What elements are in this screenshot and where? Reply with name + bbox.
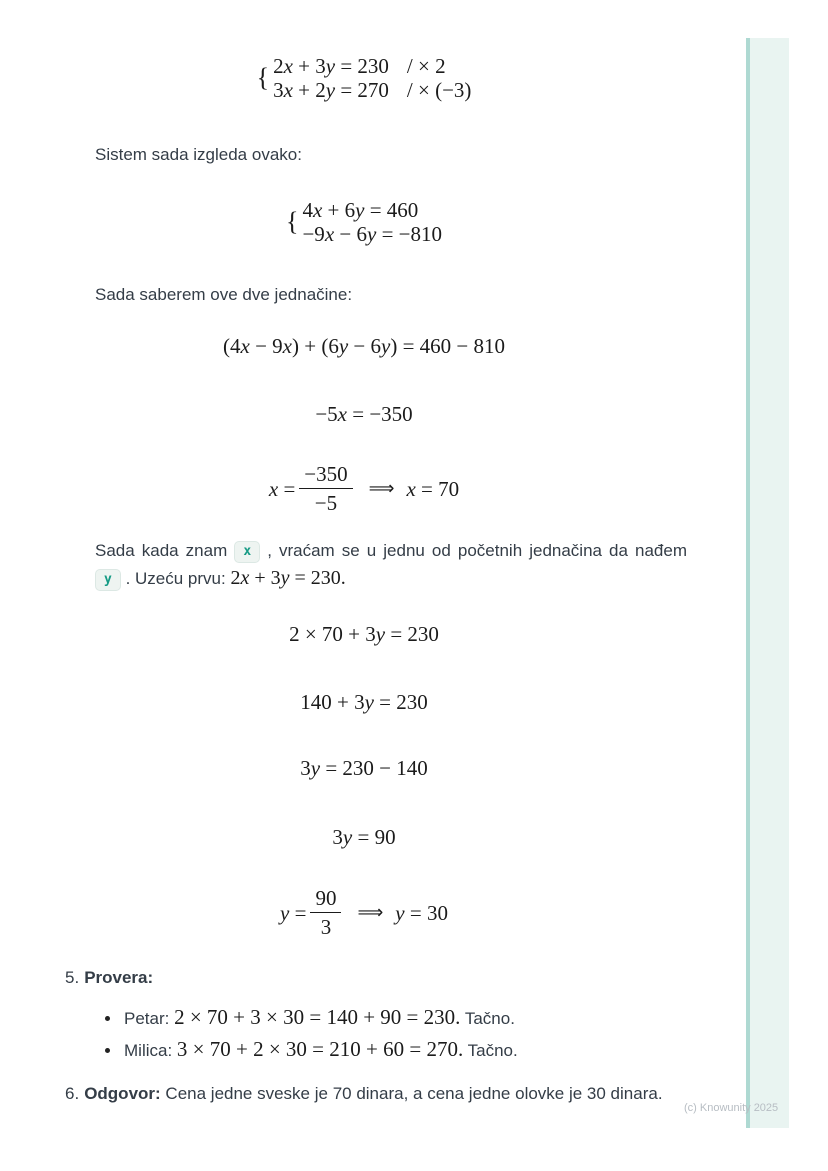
equation-140 [0,690,728,714]
fraction-numerator: −350 [299,462,352,489]
equation-line: (4x − 9x) + (6y − 6y) = 460 − 810 [222,334,506,358]
equation-line: 3y = 230 − 140 [300,756,428,780]
equation-system-original [0,54,728,102]
bullet-math: 3 × 70 + 2 × 30 = 210 + 60 = 270. [176,1037,464,1061]
equation-line: 4x + 6y = 460 [302,198,419,222]
bullet-icon [105,1048,110,1053]
bullet-prefix: Petar: [124,1009,170,1028]
equation-sum [0,334,728,358]
answer-text: Cena jedne sveske je 70 dinara, a cena jedne olovke je 30 dinara. [165,1084,663,1103]
list-item-provera [65,965,725,991]
paragraph-segment: . Uzeću prvu: [125,569,226,588]
equation-line: −5x = −350 [315,402,413,426]
inline-code-x: x [234,541,260,563]
equation-substituted [0,622,728,646]
paragraph-substitution [95,537,687,593]
list-item-odgovor [65,1081,725,1107]
bullet-suffix: Tačno. [464,1009,515,1028]
system-lines [273,54,471,102]
fraction-lhs: x = [268,476,296,501]
equation-line: 3y = 90 [332,825,396,849]
bullet-math: 2 × 70 + 3 × 30 = 140 + 90 = 230. [174,1005,461,1029]
paragraph-segment: Sada kada znam [95,541,228,560]
equation-3y-90 [0,825,728,849]
paragraph-system-intro: Sistem sada izgleda ovako: [95,145,302,164]
inline-code-y: y [95,569,121,591]
paragraph-addition-intro: Sada saberem ove dve jednačine: [95,285,353,304]
fraction-numerator: 90 [310,886,341,913]
paragraph-segment: , vraćam se u jednu od početnih jednačina da nađem [267,541,687,560]
equation-x-solution [0,462,728,515]
equation-minus5x [0,402,728,426]
fraction-denominator: 3 [320,915,332,939]
bullet-prefix: Milica: [124,1041,173,1060]
implies-arrow-icon: ⟹ [357,902,384,923]
equation-system-transformed [0,198,728,246]
bullet-suffix: Tačno. [467,1041,518,1060]
equation-line: −9x − 6y = −810 [302,222,442,246]
fraction-lhs: y = [280,900,307,925]
fraction-denominator: −5 [314,491,338,515]
equation-line: 140 + 3y = 230 [300,690,428,714]
system-brace: { [256,63,270,92]
equation-annotation: / × (−3) [406,78,472,102]
fraction [299,462,352,515]
equation-line: 2 × 70 + 3y = 230 [289,622,439,646]
list-number: 6. [65,1084,80,1103]
equation-line: 2x + 3y = 230 [273,54,389,78]
fraction-result: y = 30 [395,900,448,925]
bullet-milica [105,1037,518,1064]
implies-arrow-icon: ⟹ [368,478,395,499]
equation-line: 3x + 2y = 270 [273,78,389,102]
system-block [286,198,442,246]
list-label: Odgovor: [84,1084,161,1103]
list-label: Provera: [84,968,154,987]
watermark-text: (c) Knowunity 2025 [684,1102,779,1114]
equation-y-solution [0,886,728,939]
fraction [310,886,341,939]
system-block [257,54,472,102]
inline-equation: 2x + 3y = 230. [230,567,346,589]
fraction-result: x = 70 [406,476,460,501]
system-brace: { [285,207,299,236]
list-number: 5. [65,968,80,987]
bullet-icon [105,1016,110,1021]
equation-annotation: / × 2 [406,54,446,78]
system-lines [302,198,442,246]
equation-3y-diff [0,756,728,780]
accent-stripe [746,38,789,1128]
bullet-petar [105,1005,515,1032]
